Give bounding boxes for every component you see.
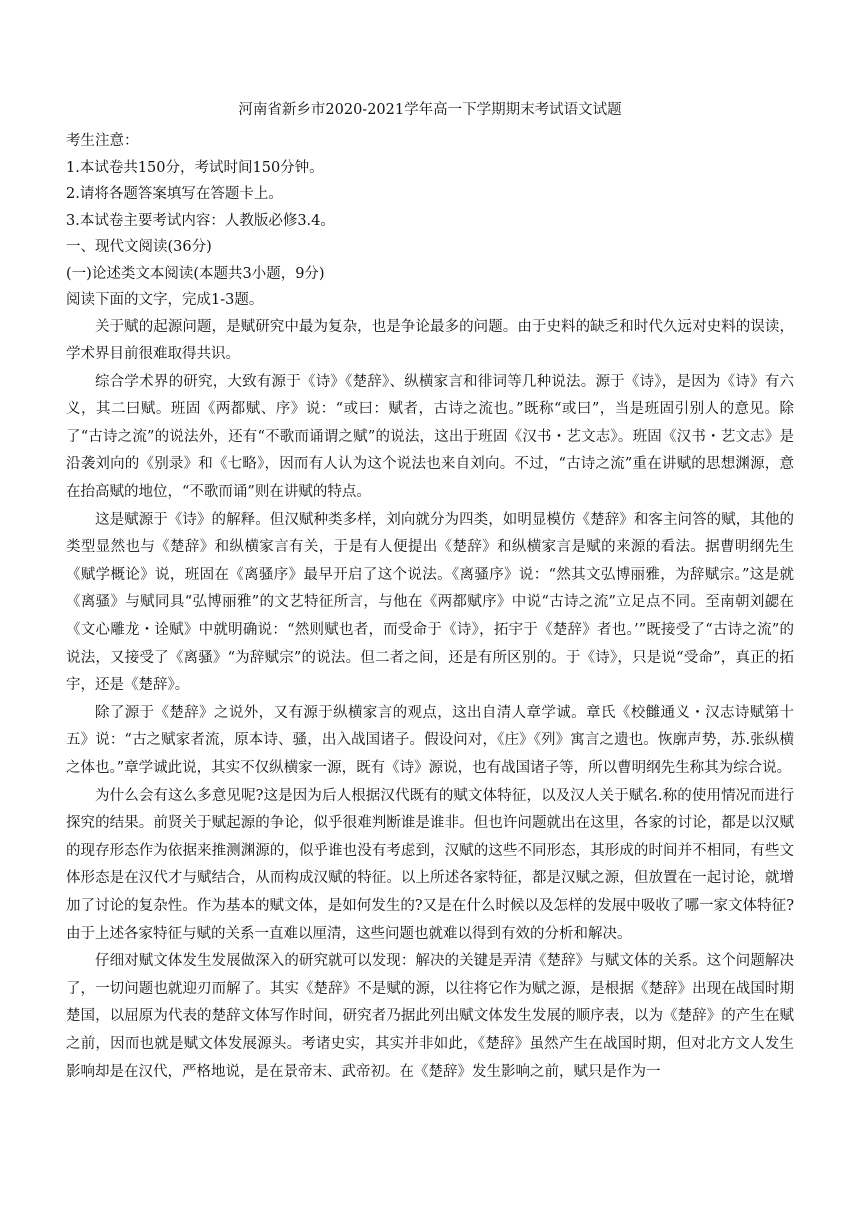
passage-paragraph: 这是赋源于《诗》的解释。但汉赋种类多样，刘向就分为四类，如明显模仿《楚辞》和客主问答的赋，其他的类型显然也与《楚辞》和纵横家言有关，于是有人便提出《楚辞》和纵横家言是赋的来源的看法。据曹明纲先生《赋学概论》说，班固在《离骚序》最早开启了这个说法。《离骚序》说：“然其文弘博丽雅，为辞赋宗。”这是就《离骚》与赋同具“弘博丽雅”的文艺特征所言，与他在《两都赋序》中说“古诗之流”立足点不同。至南朝刘勰在《文心雕龙・诠赋》中就明确说：“然则赋也者，而受命于《诗》，拓宇于《楚辞》者也。’”既接受了“古诗之流”的说法，又接受了《离骚》“为辞赋宗”的说法。但二者之间，还是有所区别的。于《诗》，只是说“受命”，真正的拓宇，还是《楚辞》。 xyxy=(66,511,794,694)
reading-instruction: 阅读下面的文字，完成1-3题。 xyxy=(66,292,264,308)
passage-paragraph: 仔细对赋文体发生发展做深入的研究就可以发现：解决的关键是弄清《楚辞》与赋文体的关系。这个问题解决了，一切问题也就迎刃而解了。其实《楚辞》不是赋的源，以往将它作为赋之源，是根据《楚辞》出现在战国时期楚国，以屈原为代表的楚辞文体写作时间，研究者乃据此列出赋文体发生发展的顺序表，以为《楚辞》的产生在赋之前，因而也就是赋文体发展源头。考诸史实，其实并非如此，《楚辞》虽然产生在战国时期，但对北方文人发生影响却是在汉代，严格地说，是在景帝末、武帝初。在《楚辞》发生影响之前，赋只是作为一 xyxy=(66,953,794,1080)
notice-item: 1.本试卷共150分，考试时间150分钟。 xyxy=(66,159,324,176)
passage-paragraph: 除了源于《楚辞》之说外，又有源于纵横家言的观点，这出自清人章学诚。章氏《校雠通义・汉志诗赋第十五》说：“古之赋家者流，原本诗、骚，出入战国诸子。假设问对，《庄》《列》寓言之遗也。恢廓声势，苏.张纵横之体也。”章学诚此说，其实不仅纵横家一源，既有《诗》源说，也有战国诸子等，所以曹明纲先生称其为综合说。 xyxy=(66,704,794,776)
section-subheading: (一)论述类文本阅读(本题共3小题，9分) xyxy=(66,265,325,282)
section-heading: 一、现代文阅读(36分) xyxy=(66,239,212,255)
document-title: 河南省新乡市2020-2021学年高一下学期期末考试语文试题 xyxy=(238,102,622,118)
passage-paragraph: 关于赋的起源问题，是赋研究中最为复杂，也是争论最多的问题。由于史料的缺乏和时代久远对史料的误读，学术界目前很难取得共识。 xyxy=(66,318,794,363)
notice-item: 3.本试卷主要考试内容：人教版必修3.4。 xyxy=(66,212,335,229)
notice-item: 2.请将各题答案填写在答题卡上。 xyxy=(66,186,283,202)
passage-paragraph: 为什么会有这么多意见呢?这是因为后人根据汉代既有的赋文体特征，以及汉人关于赋名.称的使用情况而进行探究的结果。前贤关于赋起源的争论，似乎很难判断谁是谁非。但也许问题就出在这里，各家的讨论，都是以汉赋的现存形态作为依据来推测渊源的，似乎谁也没有考虑到，汉赋的这些不同形态，其形成的时间并不相同，有些文体形态是在汉代才与赋结合，从而构成汉赋的特征。以上所述各家特征，都是汉赋之源，但放置在一起讨论，就增加了讨论的复杂性。作为基本的赋文体，是如何发生的?又是在什么时候以及怎样的发展中吸收了哪一家文体特征?由于上述各家特征与赋的关系一直难以厘清，这些问题也就难以得到有效的分析和解决。 xyxy=(66,787,794,942)
notice-heading: 考生注意： xyxy=(66,133,139,149)
passage-paragraph: 综合学术界的研究，大致有源于《诗》《楚辞》、纵横家言和徘词等几种说法。源于《诗》，是因为《诗》有六义，其二曰赋。班固《两都赋、序》说：“或曰：赋者，古诗之流也。”既称“或曰”，当是班固引别人的意见。除了“古诗之流”的说法外，还有“不歌而诵谓之赋”的说法，这出于班固《汉书・艺文志》。班固《汉书・艺文志》是沿袭刘向的《别录》和《七略》，因而有人认为这个说法也来自刘向。不过，“古诗之流”重在讲赋的思想渊源，意在抬高赋的地位，“不歌而诵”则在讲赋的特点。 xyxy=(66,373,794,501)
